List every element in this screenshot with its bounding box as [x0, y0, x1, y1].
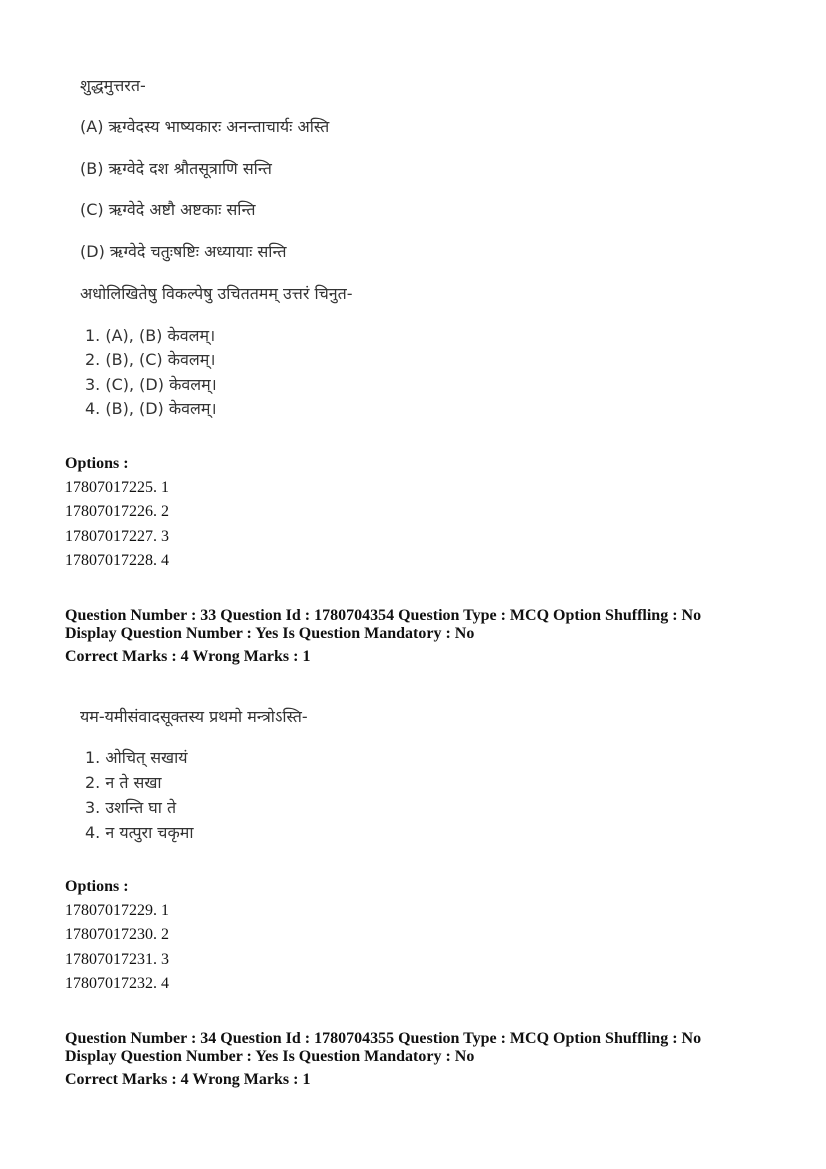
choice-2: 2. (B), (C) केवलम्।: [85, 350, 216, 369]
statement-d: (D) ऋग्वेदे चतुःषष्टिः अध्यायाः सन्ति: [80, 242, 287, 261]
options-label: Options :: [65, 455, 129, 472]
option-id: 17807017228. 4: [65, 552, 169, 569]
option-id: 17807017232. 4: [65, 975, 169, 992]
choice-4: 4. (B), (D) केवलम्।: [85, 399, 217, 418]
statement-c: (C) ऋग्वेदे अष्टौ अष्टकाः सन्ति: [80, 200, 256, 219]
question-meta-line1: Question Number : 34 Question Id : 1780704355 Question Type : MCQ Option Shuffling : No: [65, 1030, 702, 1047]
prompt: अधोलिखितेषु विकल्पेषु उचिततमम् उत्तरं चिनुत-: [80, 284, 353, 303]
statement-b: (B) ऋग्वेदे दश श्रौतसूत्राणि सन्ति: [80, 159, 272, 178]
choice-2: 2. न ते सखा: [85, 773, 162, 792]
question-text: यम-यमीसंवादसूक्तस्य प्रथमो मन्त्रोऽस्ति-: [80, 707, 308, 726]
option-id: 17807017230. 2: [65, 926, 169, 943]
option-id: 17807017227. 3: [65, 528, 169, 545]
option-id: 17807017225. 1: [65, 479, 169, 496]
marks-line: Correct Marks : 4 Wrong Marks : 1: [65, 1071, 311, 1088]
marks-line: Correct Marks : 4 Wrong Marks : 1: [65, 648, 311, 665]
instruction: शुद्धमुत्तरत-: [80, 76, 146, 95]
question-meta-line1: Question Number : 33 Question Id : 1780704354 Question Type : MCQ Option Shuffling : No: [65, 607, 702, 624]
choice-3: 3. उशन्ति घा ते: [85, 798, 177, 817]
question-meta-line2: Display Question Number : Yes Is Question Mandatory : No: [65, 625, 475, 642]
choice-3: 3. (C), (D) केवलम्।: [85, 375, 217, 394]
choice-1: 1. ओचित् सखायं: [85, 748, 188, 767]
options-label: Options :: [65, 878, 129, 895]
choice-1: 1. (A), (B) केवलम्।: [85, 326, 216, 345]
option-id: 17807017226. 2: [65, 503, 169, 520]
question-meta-line2: Display Question Number : Yes Is Question Mandatory : No: [65, 1048, 475, 1065]
choice-4: 4. न यत्पुरा चकृमा: [85, 823, 194, 842]
statement-a: (A) ऋग्वेदस्य भाष्यकारः अनन्ताचार्यः अस्ति: [80, 117, 330, 136]
option-id: 17807017229. 1: [65, 902, 169, 919]
option-id: 17807017231. 3: [65, 951, 169, 968]
